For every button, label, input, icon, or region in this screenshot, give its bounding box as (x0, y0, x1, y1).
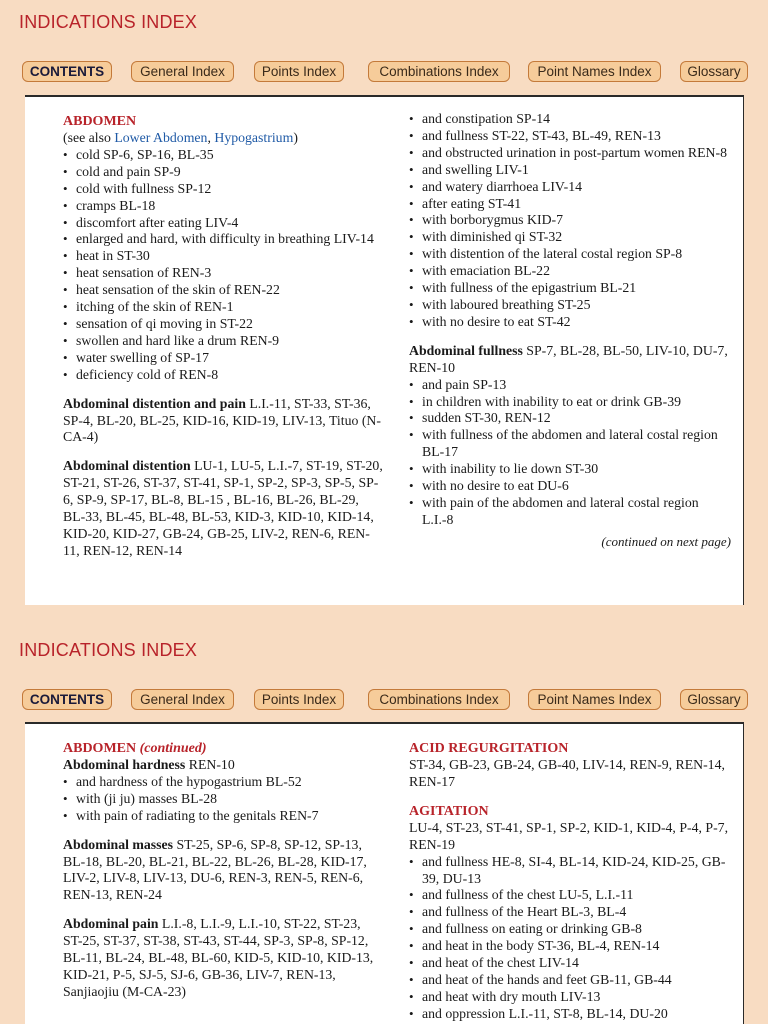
list-item: • with no desire to eat ST-42 (409, 314, 731, 331)
nav-general-index-button[interactable]: General Index (131, 61, 234, 82)
list-item: • swollen and hard like a drum REN-9 (63, 333, 383, 350)
entry-abdominal-pain (63, 916, 383, 1001)
left-column (63, 740, 383, 1001)
list-item: • and fullness HE-8, SI-4, BL-14, KID-24, KID-25, GB-39, DU-13 (409, 854, 731, 888)
nav-points-index-button[interactable]: Points Index (254, 689, 344, 710)
list-item: • sensation of qi moving in ST-22 (63, 316, 383, 333)
nav-glossary-button[interactable]: Glossary (680, 61, 748, 82)
agitation-points: LU-4, ST-23, ST-41, SP-1, SP-2, KID-1, KID-4, P-4, P-7, REN-19 (409, 819, 729, 852)
left-column (63, 113, 383, 560)
list-item: • and fullness on eating or drinking GB-8 (409, 921, 731, 938)
see-also-prefix: (see also (63, 130, 115, 145)
list-item: • with (ji ju) masses BL-28 (63, 791, 383, 808)
nav-combinations-index-button[interactable]: Combinations Index (368, 689, 510, 710)
fullness-bullet-list (409, 377, 731, 529)
list-item: • heat sensation of the skin of REN-22 (63, 282, 383, 299)
entry-points: L.I.-8, L.I.-9, L.I.-10, ST-22, ST-23, ST-25, ST-37, ST-38, ST-43, ST-44, SP-3, SP-8, SP-12, BL-11, BL-24, BL-48, BL-60, KID-5, KID-10, KID-13, KID-21, P-5, SJ-5, SJ-6, GB-36, LIV-7, REN-13, Sanjiaojiu (M-CA-23) (63, 916, 374, 999)
list-item: • heat sensation of REN-3 (63, 265, 383, 282)
entry-abdominal-distention (63, 458, 383, 559)
list-item: • and fullness ST-22, ST-43, BL-49, REN-13 (409, 128, 731, 145)
entry-term: Abdominal fullness (409, 342, 523, 358)
section-heading-acid-regurgitation: ACID REGURGITATION (409, 741, 569, 756)
list-item: • and pain SP-13 (409, 377, 731, 394)
list-item: • and oppression L.I.-11, ST-8, BL-14, DU-20 (409, 1006, 731, 1023)
list-item: • and watery diarrhoea LIV-14 (409, 179, 731, 196)
right-column (409, 740, 731, 1023)
abdomen-bullet-list (63, 147, 383, 384)
list-item: • and heat with dry mouth LIV-13 (409, 989, 731, 1006)
page-title: INDICATIONS INDEX (19, 640, 198, 660)
list-item: • with fullness of the epigastrium BL-21 (409, 280, 731, 297)
list-item: • discomfort after eating LIV-4 (63, 215, 383, 232)
list-item: • sudden ST-30, REN-12 (409, 410, 731, 427)
nav-point-names-index-button[interactable]: Point Names Index (528, 689, 661, 710)
list-item: • with fullness of the abdomen and lateral costal region BL-17 (409, 427, 731, 461)
entry-points: L.I.-11, ST-33, ST-36, SP-4, BL-20, BL-25, KID-16, KID-19, LIV-13, Tituo (N-CA-4) (63, 395, 381, 445)
right-column (409, 111, 731, 551)
index-panel (25, 722, 744, 1024)
distention-bullet-list (409, 111, 731, 331)
list-item: • with inability to lie down ST-30 (409, 461, 731, 478)
list-item: • with distention of the lateral costal region SP-8 (409, 246, 731, 263)
see-also-suffix: ) (293, 130, 298, 145)
hardness-bullet-list (63, 774, 383, 825)
list-item: • deficiency cold of REN-8 (63, 367, 383, 384)
entry-abdominal-hardness (63, 757, 383, 774)
list-item: • cold and pain SP-9 (63, 164, 383, 181)
list-item: • and hardness of the hypogastrium BL-52 (63, 774, 383, 791)
list-item: • and heat of the hands and feet GB-11, GB-44 (409, 972, 731, 989)
entry-abdominal-distention-and-pain (63, 396, 383, 447)
list-item: • and obstructed urination in post-partum women REN-8 (409, 145, 731, 162)
list-item: • and heat of the chest LIV-14 (409, 955, 731, 972)
list-item: • with pain of radiating to the genitals REN-7 (63, 808, 383, 825)
entry-points: REN-10 (185, 757, 235, 772)
nav-points-index-button[interactable]: Points Index (254, 61, 344, 82)
list-item: • in children with inability to eat or drink GB-39 (409, 394, 731, 411)
entry-points: LU-1, LU-5, L.I.-7, ST-19, ST-20, ST-21, ST-26, ST-37, ST-41, SP-1, SP-2, SP-3, SP-5, SP-6, SP-9, SP-17, BL-8, BL-15 , BL-16, BL-26, BL-29, BL-33, BL-45, BL-48, BL-53, KID-3, KID-10, KID-14, KID-20, KID-27, GB-24, GB-25, LIV-2, REN-6, REN-11, REN-12, REN-14 (63, 458, 383, 558)
entry-abdominal-fullness (409, 343, 731, 377)
nav-point-names-index-button[interactable]: Point Names Index (528, 61, 661, 82)
list-item: • with laboured breathing ST-25 (409, 297, 731, 314)
entry-points: SP-7, BL-28, BL-50, LIV-10, DU-7, REN-10 (409, 342, 728, 375)
list-item: • cold SP-6, SP-16, BL-35 (63, 147, 383, 164)
link-hypogastrium[interactable]: Hypogastrium (214, 130, 294, 145)
nav-contents-button[interactable]: CONTENTS (22, 61, 112, 82)
list-item: • cramps BL-18 (63, 198, 383, 215)
nav-contents-button[interactable]: CONTENTS (22, 689, 112, 710)
list-item: • and swelling LIV-1 (409, 162, 731, 179)
entry-term: Abdominal hardness (63, 757, 186, 772)
see-also-line (63, 130, 383, 147)
heading-continued: (continued) (139, 741, 207, 756)
nav-bar (0, 689, 768, 711)
see-also-separator: , (207, 130, 215, 145)
list-item: • enlarged and hard, with difficulty in breathing LIV-14 (63, 231, 383, 248)
list-item: • with borborygmus KID-7 (409, 212, 731, 229)
list-item: • and fullness of the chest LU-5, L.I.-11 (409, 887, 731, 904)
list-item: • after eating ST-41 (409, 196, 731, 213)
nav-glossary-button[interactable]: Glossary (680, 689, 748, 710)
entry-term: Abdominal distention (63, 458, 191, 474)
entry-abdominal-masses (63, 837, 383, 905)
nav-bar (0, 61, 768, 83)
entry-term: Abdominal pain (63, 916, 159, 932)
list-item: • and constipation SP-14 (409, 111, 731, 128)
section-heading-abdomen: ABDOMEN (63, 114, 137, 129)
entry-points: ST-25, SP-6, SP-8, SP-12, SP-13, BL-18, BL-20, BL-21, BL-22, BL-26, BL-28, KID-17, LIV-2, LIV-8, LIV-13, DU-6, REN-3, REN-5, REN-6, REN-13, REN-24 (63, 836, 367, 903)
page-title: INDICATIONS INDEX (19, 12, 198, 32)
continued-note: (continued on next page) (601, 533, 731, 549)
list-item: • with diminished qi ST-32 (409, 229, 731, 246)
agitation-bullet-list (409, 854, 731, 1023)
link-lower-abdomen[interactable]: Lower Abdomen (114, 130, 208, 145)
list-item: • and fullness of the Heart BL-3, BL-4 (409, 904, 731, 921)
nav-general-index-button[interactable]: General Index (131, 689, 234, 710)
list-item: • with no desire to eat DU-6 (409, 478, 731, 495)
list-item: • with pain of the abdomen and lateral costal region L.I.-8 (409, 495, 731, 529)
section-heading-abdomen (63, 740, 383, 757)
list-item: • and heat in the body ST-36, BL-4, REN-14 (409, 938, 731, 955)
list-item: • cold with fullness SP-12 (63, 181, 383, 198)
index-panel (25, 95, 744, 605)
list-item: • itching of the skin of REN-1 (63, 299, 383, 316)
list-item: • water swelling of SP-17 (63, 350, 383, 367)
heading-text: ABDOMEN (63, 741, 137, 756)
section-heading-agitation: AGITATION (409, 803, 489, 819)
entry-term: Abdominal masses (63, 836, 174, 852)
nav-combinations-index-button[interactable]: Combinations Index (368, 61, 510, 82)
list-item: • with emaciation BL-22 (409, 263, 731, 280)
acid-regurgitation-points: ST-34, GB-23, GB-24, GB-40, LIV-14, REN-9, REN-14, REN-17 (409, 757, 725, 789)
entry-term: Abdominal distention and pain (63, 395, 246, 411)
list-item: • heat in ST-30 (63, 248, 383, 265)
